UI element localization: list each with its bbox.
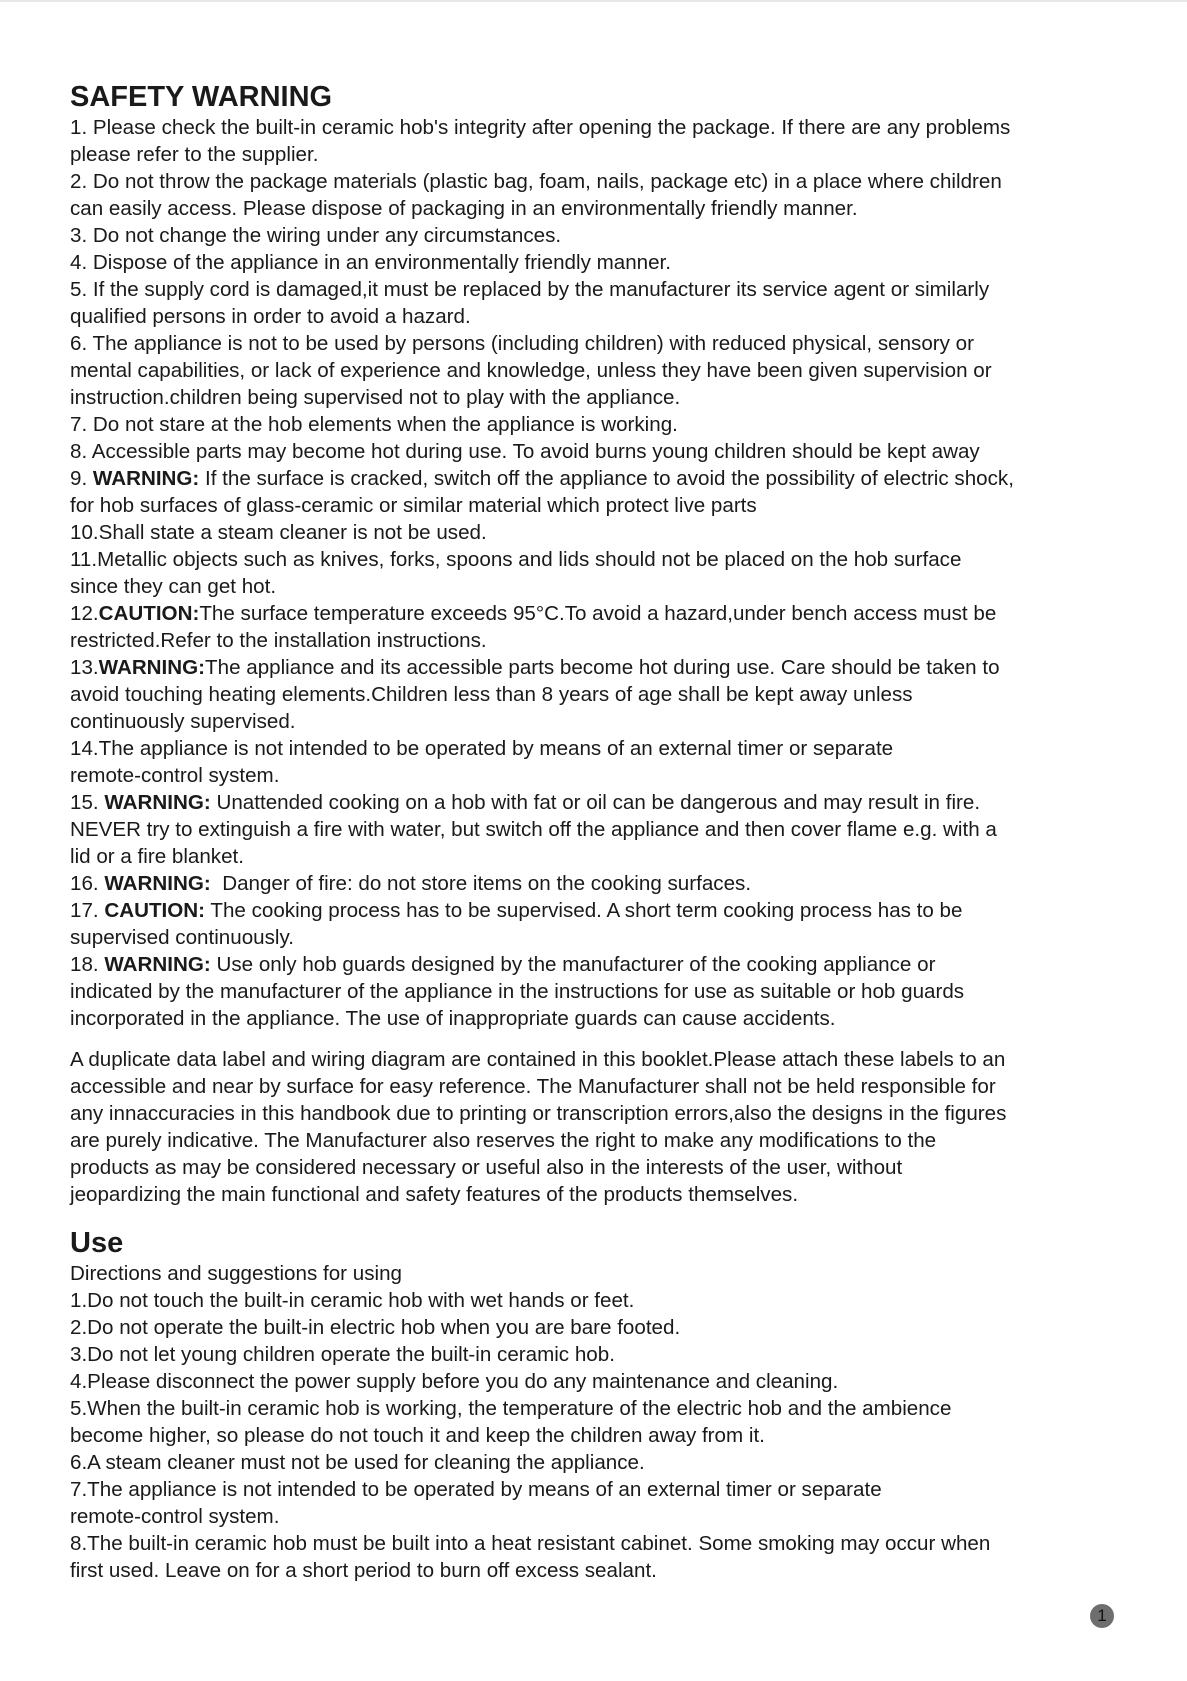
safety-item-line: avoid touching heating elements.Children less than 8 years of age shall be kept away unless xyxy=(70,683,913,706)
use-item-line: 8.The built-in ceramic hob must be built into a heat resistant cabinet. Some smoking may occur when xyxy=(70,1532,991,1555)
use-item xyxy=(70,1341,1130,1368)
notice-line: accessible and near by surface for easy reference. The Manufacturer shall not be held responsible for xyxy=(70,1075,996,1098)
safety-item-line: instruction.children being supervised not to play with the appliance. xyxy=(70,386,681,409)
safety-item xyxy=(70,519,1130,546)
safety-item xyxy=(70,600,1130,654)
safety-item-line: 10.Shall state a steam cleaner is not be used. xyxy=(70,521,487,544)
safety-item xyxy=(70,870,1130,897)
safety-item-text: The surface temperature exceeds 95°C.To avoid a hazard,under bench access must be xyxy=(199,602,997,625)
safety-item xyxy=(70,276,1130,330)
use-item-line: become higher, so please do not touch it and keep the children away from it. xyxy=(70,1424,765,1447)
safety-item-line: since they can get hot. xyxy=(70,575,277,598)
use-item xyxy=(70,1449,1130,1476)
safety-item-line: 8. Accessible parts may become hot during use. To avoid burns young children should be kept away xyxy=(70,440,980,463)
safety-item-line: for hob surfaces of glass-ceramic or similar material which protect live parts xyxy=(70,494,757,517)
safety-item-label: WARNING: xyxy=(104,872,211,895)
use-list xyxy=(70,1287,1130,1584)
safety-item-label: WARNING: xyxy=(104,791,211,814)
safety-item-line: continuously supervised. xyxy=(70,710,296,733)
safety-item-number: 17. xyxy=(70,899,105,922)
use-item xyxy=(70,1395,1130,1449)
top-edge xyxy=(0,0,1187,2)
safety-item-text: Use only hob guards designed by the manufacturer of the cooking appliance or xyxy=(210,953,936,976)
safety-item-number: 15. xyxy=(70,791,105,814)
safety-item-label: CAUTION: xyxy=(98,602,200,625)
safety-item-line xyxy=(70,951,1130,978)
use-item xyxy=(70,1530,1130,1584)
safety-item-line xyxy=(70,654,1130,681)
safety-item-number: 12. xyxy=(70,602,99,625)
safety-item-line: 2. Do not throw the package materials (plastic bag, foam, nails, package etc) in a place where children xyxy=(70,170,1002,193)
use-item-line: remote-control system. xyxy=(70,1505,280,1528)
safety-item-line: please refer to the supplier. xyxy=(70,143,319,166)
safety-item-line: 4. Dispose of the appliance in an environmentally friendly manner. xyxy=(70,251,671,274)
safety-item xyxy=(70,951,1130,1032)
use-item-line: 1.Do not touch the built-in ceramic hob with wet hands or feet. xyxy=(70,1289,635,1312)
use-item-line: 6.A steam cleaner must not be used for cleaning the appliance. xyxy=(70,1451,645,1474)
safety-item xyxy=(70,411,1130,438)
safety-item xyxy=(70,249,1130,276)
safety-item-line xyxy=(70,870,1130,897)
safety-item-line xyxy=(70,465,1130,492)
safety-item xyxy=(70,654,1130,735)
notice-line: products as may be considered necessary or useful also in the interests of the user, without xyxy=(70,1156,903,1179)
safety-item-line: remote-control system. xyxy=(70,764,280,787)
safety-item-label: WARNING: xyxy=(92,467,200,490)
safety-item-line xyxy=(70,897,1130,924)
safety-item xyxy=(70,546,1130,600)
safety-item-line: can easily access. Please dispose of packaging in an environmentally friendly manner. xyxy=(70,197,858,220)
safety-item-number: 18. xyxy=(70,953,105,976)
safety-item-text: The cooking process has to be supervised. A short term cooking process has to be xyxy=(205,899,963,922)
use-item-line: 4.Please disconnect the power supply before you do any maintenance and cleaning. xyxy=(70,1370,839,1393)
safety-item-line: qualified persons in order to avoid a hazard. xyxy=(70,305,471,328)
safety-item-line: 14.The appliance is not intended to be operated by means of an external timer or separate xyxy=(70,737,894,760)
safety-item-text: Unattended cooking on a hob with fat or oil can be dangerous and may result in fire. xyxy=(210,791,981,814)
safety-item xyxy=(70,114,1130,168)
safety-item-line: lid or a fire blanket. xyxy=(70,845,244,868)
safety-item xyxy=(70,330,1130,411)
safety-warning-list xyxy=(70,114,1130,1032)
safety-item-number: 9. xyxy=(70,467,93,490)
use-item xyxy=(70,1368,1130,1395)
manufacturer-notice xyxy=(70,1046,1130,1208)
safety-item xyxy=(70,168,1130,222)
safety-item-line: NEVER try to extinguish a fire with water, but switch off the appliance and then cover flame e.g. with a xyxy=(70,818,997,841)
notice-line: any innaccuracies in this handbook due to printing or transcription errors,also the designs in the figures xyxy=(70,1102,1007,1125)
safety-item-line xyxy=(70,789,1130,816)
safety-item-text: If the surface is cracked, switch off the appliance to avoid the possibility of electric shock, xyxy=(199,467,1014,490)
use-intro: Directions and suggestions for using xyxy=(70,1262,402,1285)
safety-item-text: Danger of fire: do not store items on the cooking surfaces. xyxy=(210,872,752,895)
safety-item-number: 13. xyxy=(70,656,99,679)
safety-item-label: CAUTION: xyxy=(104,899,206,922)
notice-line: A duplicate data label and wiring diagram are contained in this booklet.Please attach these labels to an xyxy=(70,1048,1006,1071)
safety-item-line xyxy=(70,600,1130,627)
safety-item-line: 5. If the supply cord is damaged,it must be replaced by the manufacturer its service agent or similarly xyxy=(70,278,990,301)
document-page xyxy=(70,80,1130,1584)
safety-item xyxy=(70,735,1130,789)
use-section xyxy=(70,1226,1130,1584)
safety-item-line: restricted.Refer to the installation instructions. xyxy=(70,629,487,652)
notice-line: jeopardizing the main functional and safety features of the products themselves. xyxy=(70,1183,799,1206)
use-item xyxy=(70,1314,1130,1341)
safety-item xyxy=(70,438,1130,465)
safety-item-line: indicated by the manufacturer of the appliance in the instructions for use as suitable or hob guards xyxy=(70,980,965,1003)
safety-item xyxy=(70,465,1130,519)
use-item xyxy=(70,1476,1130,1530)
safety-item-line: mental capabilities, or lack of experience and knowledge, unless they have been given supervision or xyxy=(70,359,992,382)
use-heading: Use xyxy=(70,1227,124,1259)
safety-item xyxy=(70,222,1130,249)
use-item-line: 7.The appliance is not intended to be operated by means of an external timer or separate xyxy=(70,1478,882,1501)
use-item-line: 2.Do not operate the built-in electric hob when you are bare footed. xyxy=(70,1316,681,1339)
use-item-line: first used. Leave on for a short period to burn off excess sealant. xyxy=(70,1559,657,1582)
use-item-line: 3.Do not let young children operate the built-in ceramic hob. xyxy=(70,1343,615,1366)
safety-item-line: 11.Metallic objects such as knives, forks, spoons and lids should not be placed on the hob surface xyxy=(70,548,962,571)
safety-item-line: 1. Please check the built-in ceramic hob's integrity after opening the package. If there are any problems xyxy=(70,116,1011,139)
safety-item-text: The appliance and its accessible parts become hot during use. Care should be taken to xyxy=(205,656,1000,679)
safety-item-line: incorporated in the appliance. The use of inappropriate guards can cause accidents. xyxy=(70,1007,836,1030)
page-number-badge: 1 xyxy=(1090,1604,1114,1628)
safety-item xyxy=(70,789,1130,870)
notice-line: are purely indicative. The Manufacturer also reserves the right to make any modifications to the xyxy=(70,1129,937,1152)
safety-warning-heading: SAFETY WARNING xyxy=(70,81,333,113)
use-item-line: 5.When the built-in ceramic hob is working, the temperature of the electric hob and the ambience xyxy=(70,1397,952,1420)
safety-item-line: 6. The appliance is not to be used by persons (including children) with reduced physical, sensory or xyxy=(70,332,974,355)
safety-item-line: 7. Do not stare at the hob elements when the appliance is working. xyxy=(70,413,678,436)
safety-item-line: 3. Do not change the wiring under any circumstances. xyxy=(70,224,562,247)
safety-item-line: supervised continuously. xyxy=(70,926,294,949)
safety-item-label: WARNING: xyxy=(98,656,206,679)
safety-item xyxy=(70,897,1130,951)
safety-item-number: 16. xyxy=(70,872,105,895)
safety-item-label: WARNING: xyxy=(104,953,211,976)
use-item xyxy=(70,1287,1130,1314)
